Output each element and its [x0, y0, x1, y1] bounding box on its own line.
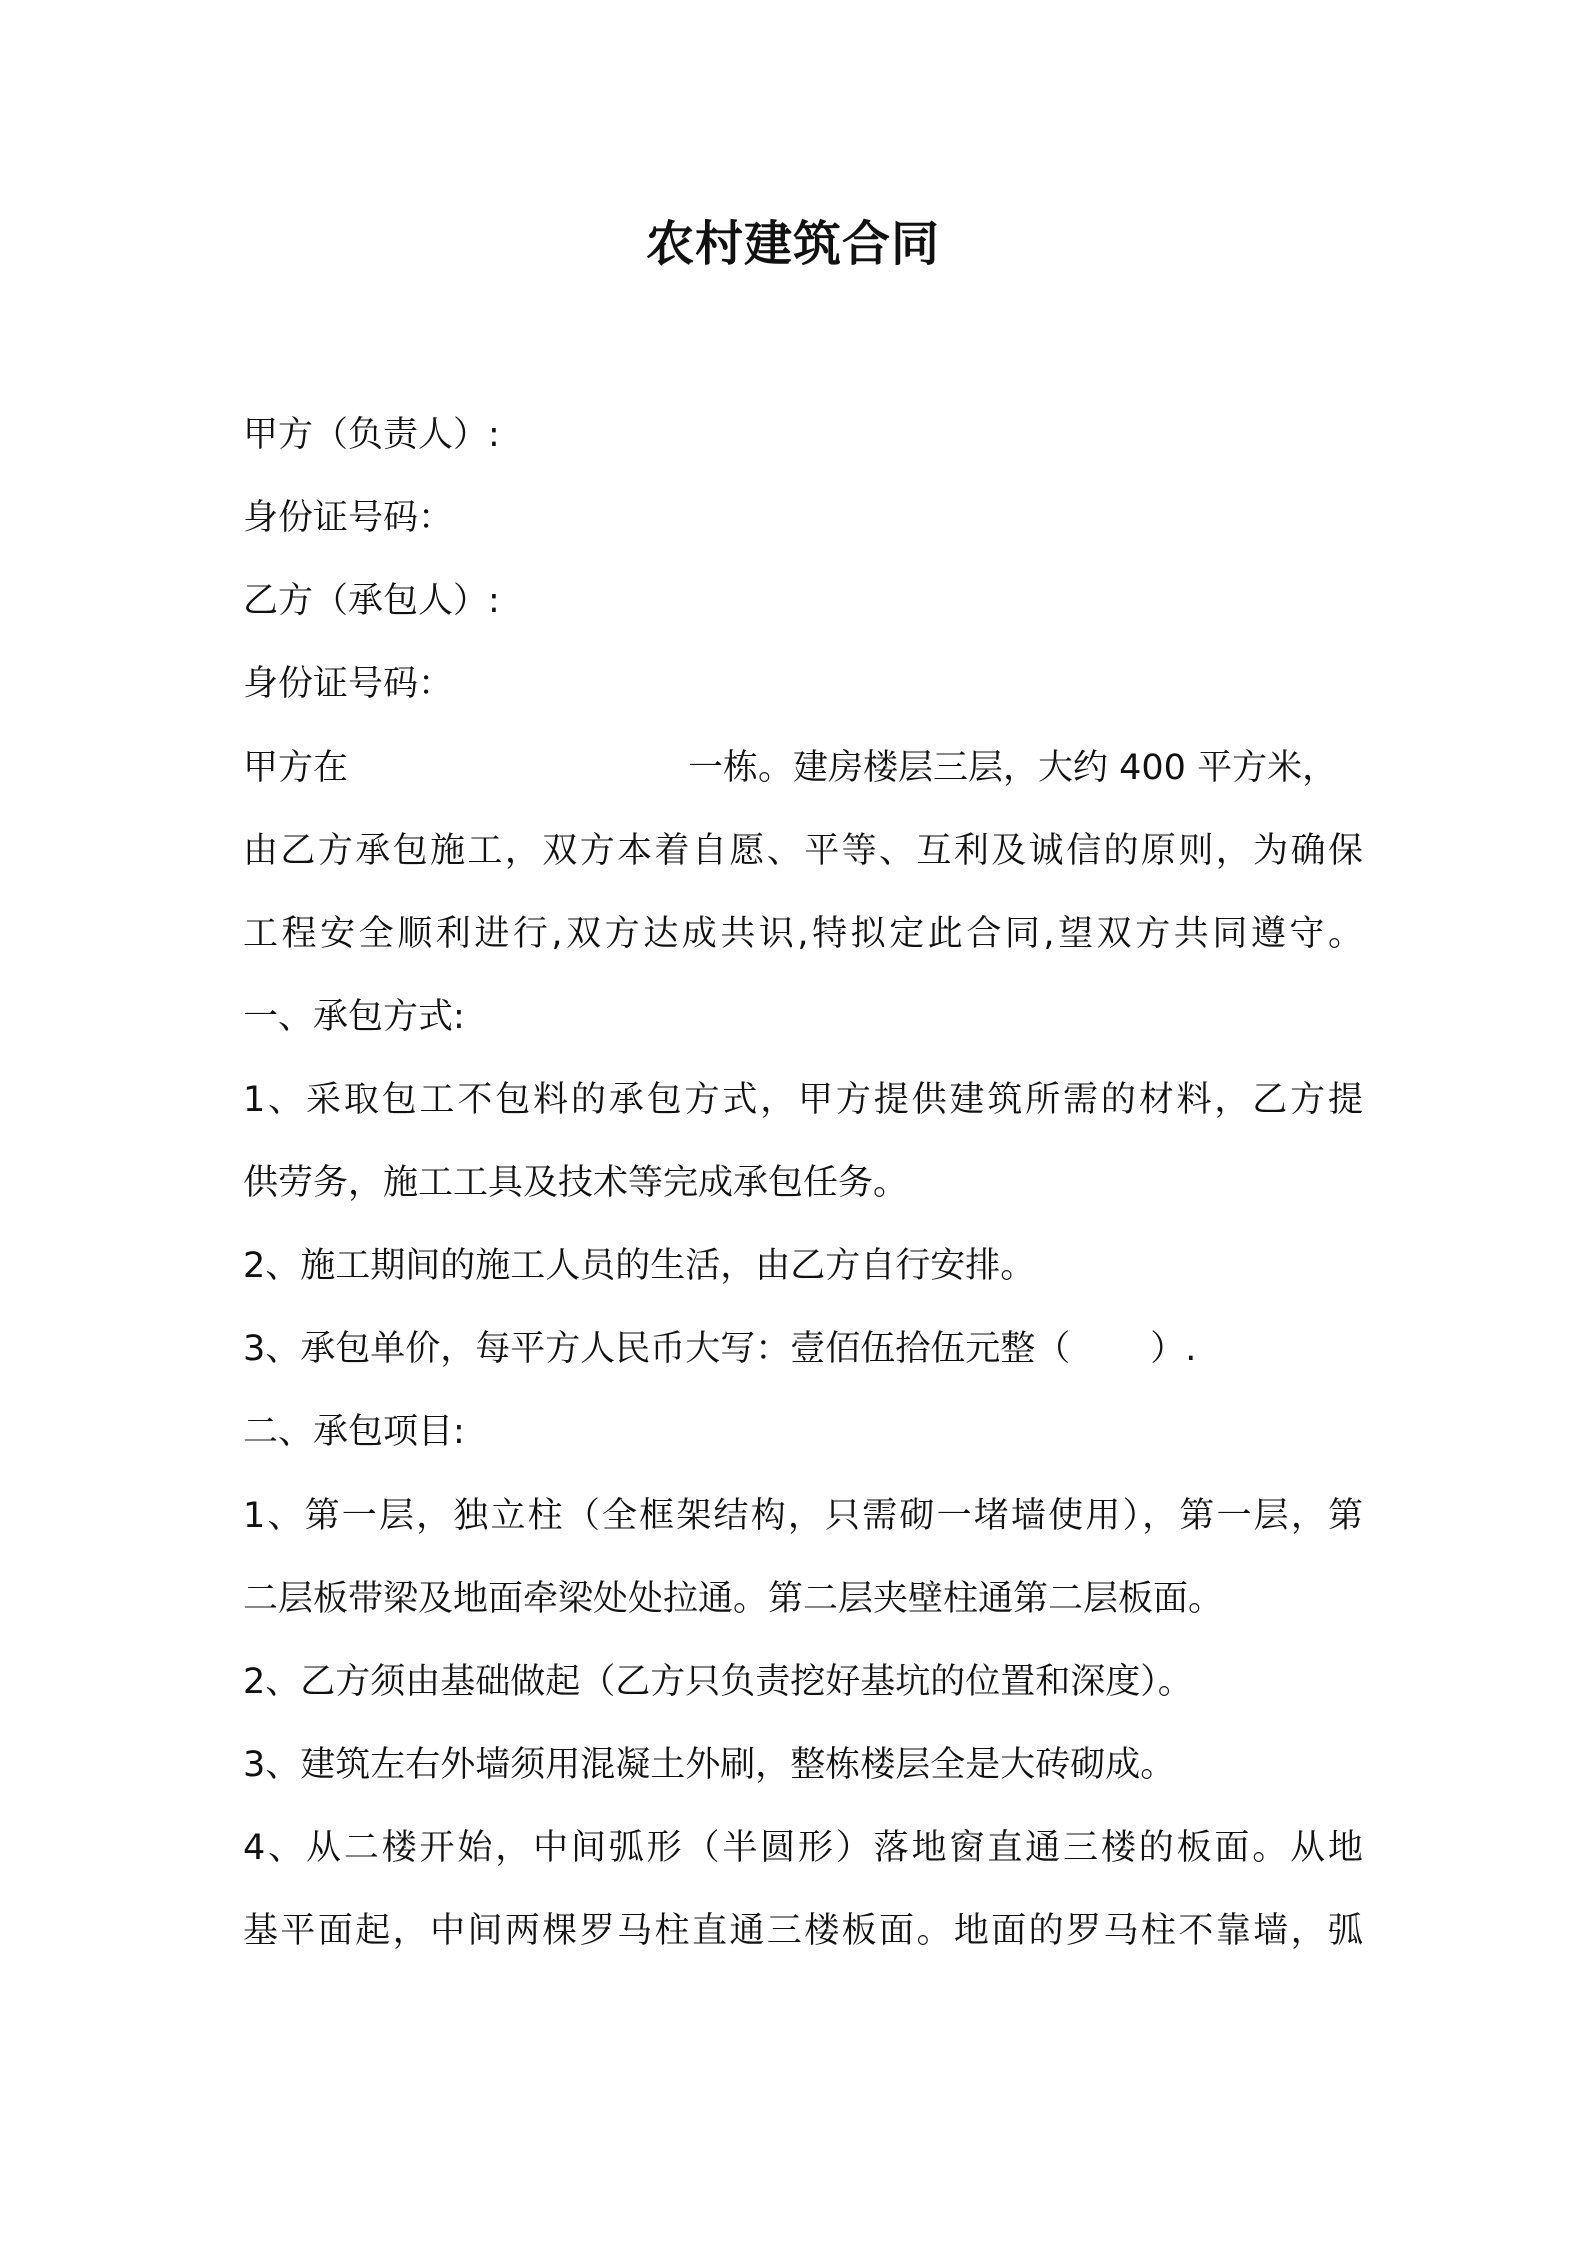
party-a-id-label: 身份证号码：: [243, 498, 454, 538]
section-2-item-2: 2、乙方须由基础做起（乙方只负责挖好基坑的位置和深度）。: [243, 1662, 1193, 1702]
price-close: ）.: [1150, 1329, 1197, 1369]
section-2-item-4-line-1: 4、从二楼开始，中间弧形（半圆形）落地窗直通三楼的板面。从地: [243, 1828, 1363, 1868]
section-1-item-2: 2、施工期间的施工人员的生活，由乙方自行安排。: [243, 1246, 1036, 1286]
section-1-item-3: [243, 1323, 1363, 1375]
intro-rest: 一栋。建房楼层三层，大约 400 平方米，: [688, 748, 1338, 788]
section-1-heading: 一、承包方式:: [243, 997, 465, 1037]
section-2-item-3: 3、建筑左右外墙须用混凝土外刷，整栋楼层全是大砖砌成。: [243, 1745, 1176, 1785]
party-b-label: 乙方（承包人）:: [243, 581, 500, 621]
section-2-item-4-line-2: 基平面起，中间两棵罗马柱直通三楼板面。地面的罗马柱不靠墙，弧: [243, 1911, 1363, 1951]
intro-line-2: 由乙方承包施工，双方本着自愿、平等、互利及诚信的原则，为确保: [243, 831, 1363, 871]
section-2-heading: 二、承包项目:: [243, 1412, 465, 1452]
intro-line-1: [243, 742, 1363, 794]
section-1-item-1-line-1: 1、采取包工不包料的承包方式，甲方提供建筑所需的材料，乙方提: [243, 1080, 1363, 1120]
section-2-item-1-line-2: 二层板带梁及地面牵梁处处拉通。第二层夹壁柱通第二层板面。: [243, 1579, 1224, 1619]
price-text: 3、承包单价，每平方人民币大写：壹佰伍拾伍元整（: [243, 1329, 1071, 1369]
party-a-label: 甲方（负责人）:: [243, 415, 500, 455]
party-b-id-label: 身份证号码：: [243, 664, 454, 704]
section-2-item-1-line-1: 1、第一层，独立柱（全框架结构，只需砌一堵墙使用），第一层，第: [243, 1496, 1363, 1536]
intro-line-3: 工程安全顺利进行,双方达成共识,特拟定此合同,望双方共同遵守。: [243, 914, 1363, 954]
section-1-item-1-line-2: 供劳务，施工工具及技术等完成承包任务。: [243, 1163, 909, 1203]
document-title: 农村建筑合同: [645, 216, 940, 272]
intro-prefix: 甲方在: [243, 748, 349, 788]
